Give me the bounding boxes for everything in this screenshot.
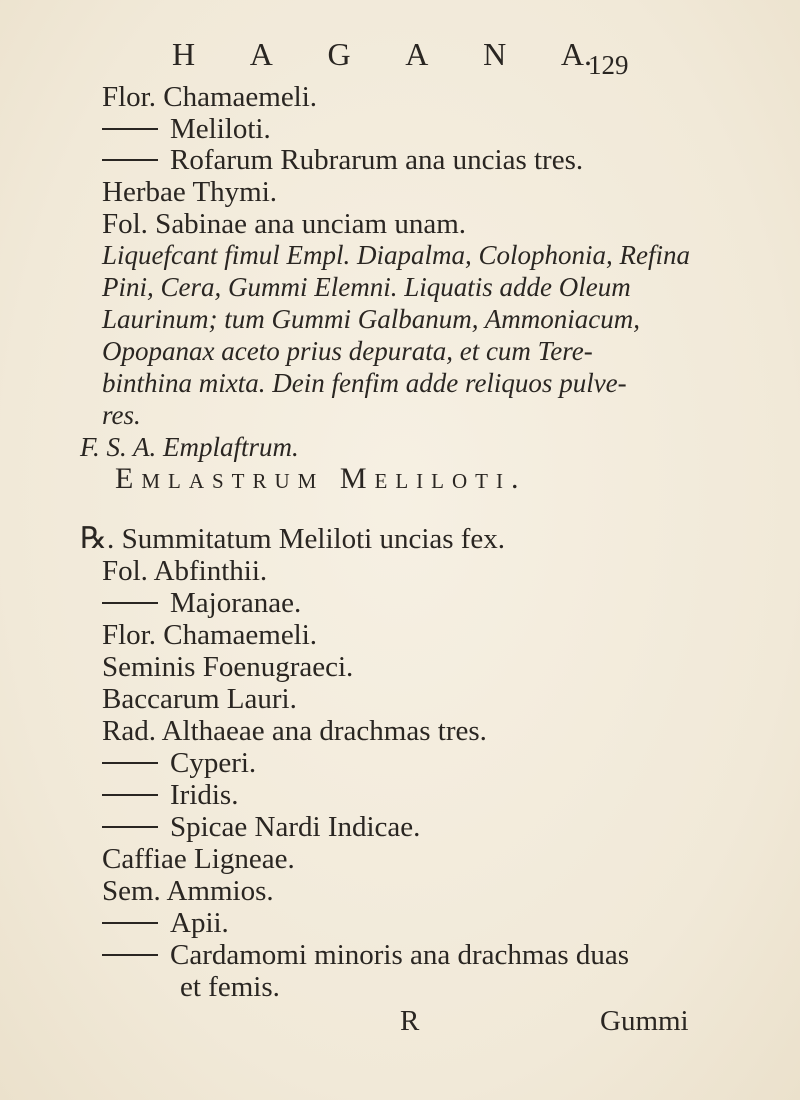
recipe-line: ℞. Summitatum Meliloti uncias fex. — [80, 522, 506, 555]
directions-line: res. — [102, 400, 141, 430]
running-header — [172, 36, 592, 73]
ditto-dash — [102, 794, 158, 796]
header-letter: G — [327, 36, 351, 72]
ditto-dash — [102, 954, 158, 956]
recipe-line: Rad. Althaeae ana drachmas tres. — [102, 715, 487, 747]
recipe-line: Flor. Chamaemeli. — [102, 81, 318, 113]
ditto-dash — [102, 762, 158, 764]
directions-line: binthina mixta. Dein fenfim adde reliquos pulve- — [102, 368, 627, 398]
directions-line: Opopanax aceto prius depurata, et cum Tere- — [102, 336, 593, 366]
recipe-line: Caffiae Ligneae. — [102, 843, 295, 875]
header-letter: A — [405, 36, 429, 72]
recipe-line: Cardamomi minoris ana drachmas duas — [102, 938, 629, 972]
recipe-line: Fol. Sabinae ana unciam unam. — [102, 208, 467, 240]
recipe-line: Baccarum Lauri. — [102, 683, 297, 715]
recipe-line: Spicae Nardi Indicae. — [102, 810, 420, 844]
recipe-line: et femis. — [180, 971, 280, 1003]
catchword: Gummi — [600, 1005, 689, 1037]
recipe-line: Herbae Thymi. — [102, 176, 278, 208]
recipe-line: Flor. Chamaemeli. — [102, 619, 318, 651]
header-letter: N — [483, 36, 507, 72]
recipe-line: Cyperi. — [102, 746, 256, 780]
signature-mark: R — [400, 1005, 420, 1037]
ditto-dash — [102, 826, 158, 828]
directions-line: Laurinum; tum Gummi Galbanum, Ammoniacum, — [102, 304, 640, 334]
header-letter: A. — [560, 36, 592, 72]
recipe-line: Rofarum Rubrarum ana uncias tres. — [102, 143, 583, 177]
fsa-line: F. S. A. Emplaftrum. — [80, 432, 299, 462]
directions-line: Liquefcant fimul Empl. Diapalma, Colophonia, Refina — [102, 240, 690, 270]
ditto-dash — [102, 159, 158, 161]
recipe-symbol: ℞. — [80, 522, 115, 555]
ditto-dash — [102, 602, 158, 604]
recipe-line: Majoranae. — [102, 586, 301, 620]
ditto-dash — [102, 128, 158, 130]
ditto-dash — [102, 922, 158, 924]
recipe-line: Fol. Abfinthii. — [102, 555, 268, 587]
directions-line: Pini, Cera, Gummi Elemni. Liquatis adde Oleum — [102, 272, 631, 302]
page-number: 129 — [588, 50, 629, 80]
section-title: Emlastrum Meliloti. — [115, 462, 527, 495]
recipe-line: Seminis Foenugraeci. — [102, 651, 354, 683]
header-letter: H — [172, 36, 196, 72]
recipe-line: Iridis. — [102, 778, 238, 812]
recipe-line: Meliloti. — [102, 112, 271, 146]
recipe-line: Sem. Ammios. — [102, 875, 274, 907]
recipe-line: Apii. — [102, 906, 229, 940]
header-letter: A — [249, 36, 273, 72]
